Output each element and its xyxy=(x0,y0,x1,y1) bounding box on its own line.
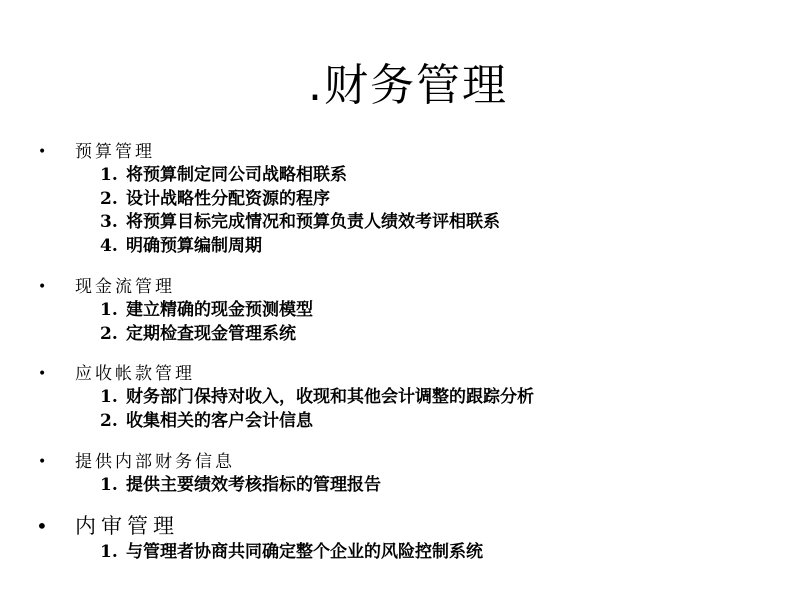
list-item xyxy=(0,235,800,259)
section-header xyxy=(0,275,800,299)
section-budget xyxy=(0,140,800,258)
section-internal-audit xyxy=(0,511,800,565)
item-number: 4. xyxy=(100,235,118,256)
list-item xyxy=(0,299,800,323)
section-heading: 预算管理 xyxy=(75,142,155,162)
section-heading: 内审管理 xyxy=(75,514,179,538)
section-header xyxy=(0,511,800,541)
item-text: 将预算制定同公司战略相联系 xyxy=(126,165,347,185)
section-header xyxy=(0,362,800,386)
item-list xyxy=(0,541,800,565)
item-number: 1. xyxy=(100,165,118,185)
list-item xyxy=(0,541,800,565)
item-text: 定期检查现金管理系统 xyxy=(126,323,296,344)
bullet-icon: • xyxy=(38,279,47,295)
item-text: 设计战略性分配资源的程序 xyxy=(126,188,330,209)
section-receivables xyxy=(0,362,800,433)
item-text: 明确预算编制周期 xyxy=(126,235,262,256)
section-heading: 提供内部财务信息 xyxy=(75,452,235,472)
section-internal-finance-info xyxy=(0,450,800,498)
item-number: 2. xyxy=(100,410,118,431)
item-number: 2. xyxy=(100,188,118,209)
item-number: 1. xyxy=(100,300,118,320)
item-text: 收集相关的客户会计信息 xyxy=(126,410,313,431)
list-item xyxy=(0,188,800,212)
item-number: 3. xyxy=(100,212,118,232)
section-heading: 现金流管理 xyxy=(75,277,175,297)
list-item xyxy=(0,323,800,347)
bullet-icon: • xyxy=(38,454,47,470)
item-text: 提供主要绩效考核指标的管理报告 xyxy=(126,475,381,495)
list-item xyxy=(0,211,800,235)
section-heading: 应收帐款管理 xyxy=(75,364,195,384)
list-item xyxy=(0,474,800,498)
slide-title: .财务管理 xyxy=(308,60,508,111)
item-list xyxy=(0,164,800,258)
bullet-icon: • xyxy=(38,366,47,382)
list-item xyxy=(0,386,800,410)
section-header xyxy=(0,450,800,474)
item-number: 1. xyxy=(100,542,118,562)
item-text: 与管理者协商共同确定整个企业的风险控制系统 xyxy=(126,542,483,562)
bullet-icon: • xyxy=(36,514,48,538)
section-cashflow xyxy=(0,275,800,346)
list-item xyxy=(0,410,800,434)
item-text: 将预算目标完成情况和预算负责人绩效考评相联系 xyxy=(126,212,500,232)
list-item xyxy=(0,164,800,188)
bullet-icon: • xyxy=(38,144,47,160)
item-number: 2. xyxy=(100,323,118,344)
item-number: 1. xyxy=(100,475,118,495)
item-number: 1. xyxy=(100,387,118,407)
section-header xyxy=(0,140,800,164)
item-text: 财务部门保持对收入，收现和其他会计调整的跟踪分析 xyxy=(126,387,534,407)
item-list xyxy=(0,386,800,433)
item-list xyxy=(0,299,800,346)
item-list xyxy=(0,474,800,498)
item-text: 建立精确的现金预测模型 xyxy=(126,300,313,320)
